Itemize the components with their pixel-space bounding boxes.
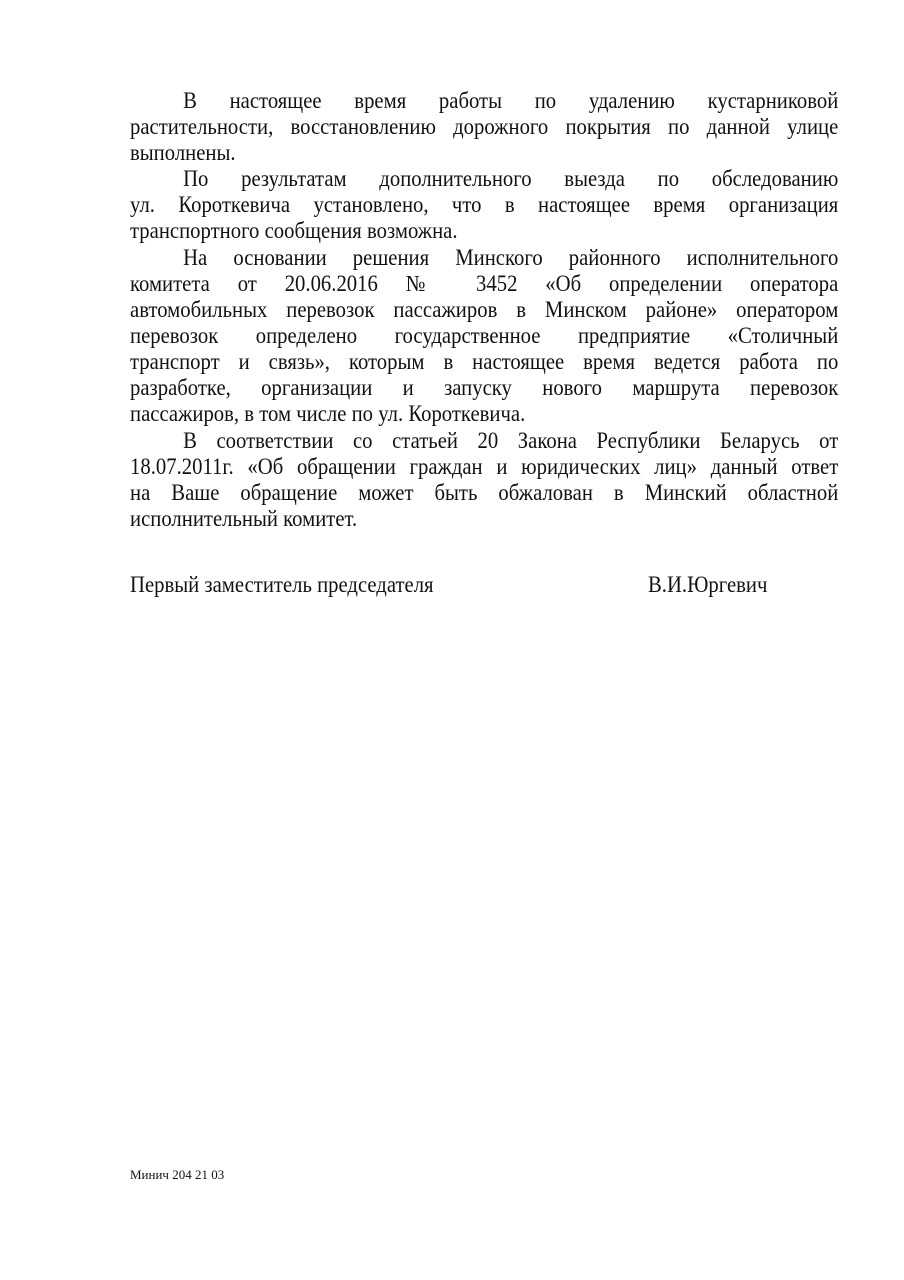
signatory-position: Первый заместитель председателя (130, 572, 434, 597)
paragraph-4-line: на Ваше обращение может быть обжалован в Минский областной (130, 480, 839, 505)
paragraph-3-line: комитета от 20.06.2016 № 3452 «Об определении оператора (130, 271, 839, 296)
paragraph-4-line: В соответствии со статьей 20 Закона Республики Беларусь от (183, 428, 839, 453)
paragraph-3-line: разработке, организации и запуску нового маршрута перевозок (130, 375, 839, 400)
paragraph-3-line: На основании решения Минского районного исполнительного (183, 245, 839, 270)
paragraph-1-line: В настоящее время работы по удалению кустарниковой (183, 88, 839, 113)
signatory-name: В.И.Юргевич (648, 572, 768, 597)
paragraph-4-line: 18.07.2011г. «Об обращении граждан и юридических лиц» данный ответ (130, 454, 839, 479)
paragraph-3-line: перевозок определено государственное предприятие «Столичный (130, 323, 839, 348)
paragraph-1-line: выполнены. (130, 140, 236, 165)
paragraph-2-line: транспортного сообщения возможна. (130, 218, 458, 243)
paragraph-3-line: пассажиров, в том числе по ул. Короткевича. (130, 401, 526, 426)
paragraph-3-line: транспорт и связь», которым в настоящее время ведется работа по (130, 349, 839, 374)
footer-executor: Минич 204 21 03 (130, 1167, 225, 1182)
paragraph-3-line: автомобильных перевозок пассажиров в Минском районе» оператором (130, 297, 839, 322)
paragraph-4-line: исполнительный комитет. (130, 506, 358, 531)
paragraph-1-line: растительности, восстановлению дорожного покрытия по данной улице (130, 114, 839, 139)
paragraph-2-line: ул. Короткевича установлено, что в настоящее время организация (130, 192, 839, 217)
paragraph-2-line: По результатам дополнительного выезда по обследованию (183, 166, 839, 191)
